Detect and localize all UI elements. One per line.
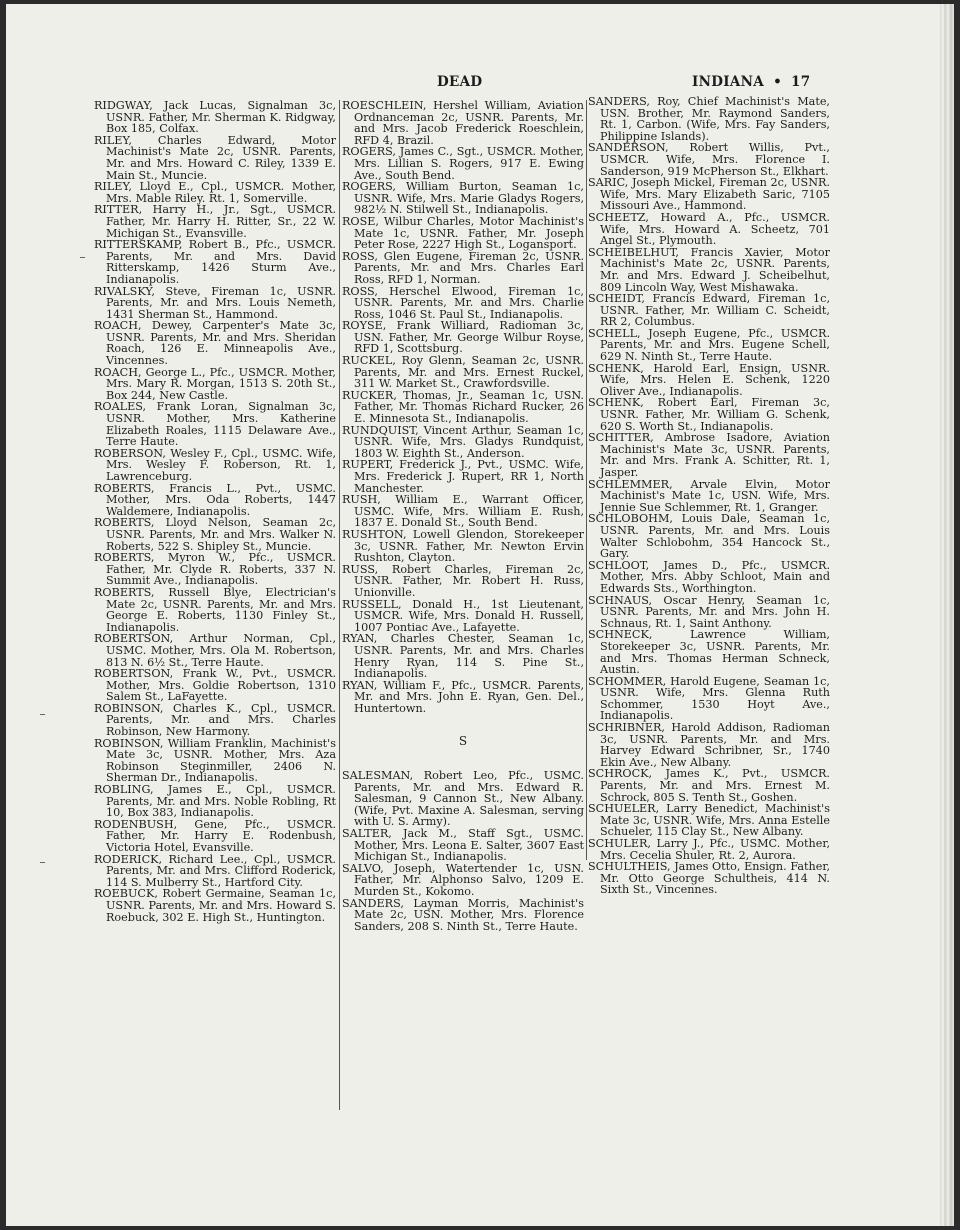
casualty-entry: ROSS, Herschel Elwood, Fireman 1c, USNR. Parents, Mr. and Mrs. Charlie Ross, 1046 St. Paul St., Indianapolis. xyxy=(342,284,584,321)
casualty-entry: ROBERTSON, Frank W., Pvt., USMCR. Mother, Mrs. Goldie Robertson, 1310 Salem St., LaFayette. xyxy=(94,667,336,704)
casualty-entry: RITTERSKAMP, Robert B., Pfc., USMCR. Parents, Mr. and Mrs. David Ritterskamp, 1426 Sturm Ave., Indianapolis. xyxy=(94,238,336,286)
column-rule xyxy=(586,100,587,860)
document-page xyxy=(6,4,940,1226)
casualty-entry: RUNDQUIST, Vincent Arthur, Seaman 1c, USNR. Wife, Mrs. Gladys Rundquist, 1803 W. Eighth St., Anderson. xyxy=(342,423,584,460)
casualty-entry: RUCKEL, Roy Glenn, Seaman 2c, USNR. Parents, Mr. and Mrs. Ernest Ruckel, 311 W. Market St., Crawfordsville. xyxy=(342,354,584,391)
casualty-entry: SCHITTER, Ambrose Isadore, Aviation Machinist's Mate 3c, USNR. Parents, Mr. and Mrs. Frank A. Schitter, Rt. 1, Jasper. xyxy=(588,431,830,479)
casualty-entry: RITTER, Harry H., Jr., Sgt., USMCR. Father, Mr. Harry H. Ritter, Sr., 22 W. Michigan St., Evansville. xyxy=(94,203,336,240)
casualty-entry: SCHELL, Joseph Eugene, Pfc., USMCR. Parents, Mr. and Mrs. Eugene Schell, 629 N. Ninth St., Terre Haute. xyxy=(588,326,830,364)
casualty-entry: ROESCHLEIN, Hershel William, Aviation Ordnanceman 2c, USNR. Parents, Mr. and Mrs. Jacob Frederick Roeschlein, RFD 4, Brazil. xyxy=(342,99,584,147)
casualty-entry: RILEY, Lloyd E., Cpl., USMCR. Mother, Mrs. Mable Riley. Rt. 1, Somerville. xyxy=(94,180,336,205)
page-header-right xyxy=(692,74,810,90)
casualty-entry: SANDERS, Layman Morris, Machinist's Mate 2c, USN. Mother, Mrs. Florence Sanders, 208 S. Ninth St., Terre Haute. xyxy=(342,896,584,933)
casualty-entry: ROACH, George L., Pfc., USMCR. Mother, Mrs. Mary R. Morgan, 1513 S. 20th St., Box 244, New Castle. xyxy=(94,365,336,402)
casualty-entry: SCHLEMMER, Arvale Elvin, Motor Machinist's Mate 1c, USN. Wife, Mrs. Jennie Sue Schlemmer, Rt. 1, Granger. xyxy=(588,477,830,514)
casualty-entry: RUSSELL, Donald H., 1st Lieutenant, USMCR. Wife, Mrs. Donald H. Russell, 1007 Pontiac Ave., Lafayette. xyxy=(342,597,584,634)
casualty-entry: SCHULTHEIS, James Otto, Ensign. Father, Mr. Otto George Schultheis, 414 N. Sixth St., Vincennes. xyxy=(588,860,830,897)
margin-mark xyxy=(80,257,85,258)
casualty-entry: ROYSE, Frank Williard, Radioman 3c, USN. Father, Mr. George Wilbur Royse, RFD 1, Scottsburg. xyxy=(342,319,584,356)
casualty-entry: RUCKER, Thomas, Jr., Seaman 1c, USN. Father, Mr. Thomas Richard Rucker, 26 E. Minnesota St., Indianapolis. xyxy=(342,388,584,426)
margin-mark xyxy=(40,714,45,715)
casualty-entry: RUSH, William E., Warrant Officer, USMC. Wife, Mrs. William E. Rush, 1837 E. Donald St., South Bend. xyxy=(342,493,584,530)
casualty-entry: RYAN, Charles Chester, Seaman 1c, USNR. Parents, Mr. and Mrs. Charles Henry Ryan, 114 S. Pine St., Indianapolis. xyxy=(342,632,584,681)
casualty-entry: ROBINSON, William Franklin, Machinist's Mate 3c, USNR. Mother, Mrs. Aza Robinson Steginmiller, 2406 N. Sherman Dr., Indianapolis. xyxy=(94,736,336,785)
casualty-entry: SCHULER, Larry J., Pfc., USMC. Mother, Mrs. Cecelia Shuler, Rt. 2, Aurora. xyxy=(588,837,830,862)
casualty-entry: ROBINSON, Charles K., Cpl., USMCR. Parents, Mr. and Mrs. Charles Robinson, New Harmony. xyxy=(94,701,336,739)
casualty-entry: SCHOMMER, Harold Eugene, Seaman 1c, USNR. Wife, Mrs. Glenna Ruth Schommer, 1530 Hoyt Ave., Indianapolis. xyxy=(588,674,830,723)
casualty-entry: ROBERSON, Wesley F., Cpl., USMC. Wife, Mrs. Wesley F. Roberson, Rt. 1, Lawrenceburg. xyxy=(94,446,336,483)
casualty-entry: RYAN, William F., Pfc., USMCR. Parents, Mr. and Mrs. John E. Ryan, Gen. Del., Huntertown. xyxy=(342,678,584,715)
casualty-entry: SARIC, Joseph Mickel, Fireman 2c, USNR. Wife, Mrs. Mary Elizabeth Saric, 7105 Missouri Ave., Hammond. xyxy=(588,176,830,213)
casualty-entry: RODERICK, Richard Lee., Cpl., USMCR. Parents, Mr. and Mrs. Clifford Roderick, 114 S. Mulberry St., Hartford City. xyxy=(94,852,336,889)
casualty-entry: SCHLOBOHM, Louis Dale, Seaman 1c, USNR. Parents, Mr. and Mrs. Louis Walter Schlobohm, 354 Hancock St., Gary. xyxy=(588,512,830,561)
casualty-entry: RUSS, Robert Charles, Fireman 2c, USNR. Father, Mr. Robert H. Russ, Unionville. xyxy=(342,562,584,599)
casualty-entry: ROACH, Dewey, Carpenter's Mate 3c, USNR. Parents, Mr. and Mrs. Sheridan Roach, 126 E. Minneapolis Ave., Vincennes. xyxy=(94,319,336,368)
casualty-entry: ROBERTS, Francis L., Pvt., USMC. Mother, Mrs. Oda Roberts, 1447 Waldemere, Indianapolis. xyxy=(94,481,336,518)
casualty-entry: RILEY, Charles Edward, Motor Machinist's Mate 2c, USNR. Parents, Mr. and Mrs. Howard C. Riley, 1339 E. Main St., Muncie. xyxy=(94,133,336,182)
bullet-separator: • xyxy=(773,74,783,90)
text-column-2 xyxy=(342,100,584,932)
casualty-entry: ROALES, Frank Loran, Signalman 3c, USNR. Mother, Mrs. Katherine Elizabeth Roales, 1115 Delaware Ave., Terre Haute. xyxy=(94,400,336,449)
casualty-entry: ROEBUCK, Robert Germaine, Seaman 1c, USNR. Parents, Mr. and Mrs. Howard S. Roebuck, 302 E. High St., Huntington. xyxy=(94,887,336,924)
casualty-entry: SCHROCK, James K., Pvt., USMCR. Parents, Mr. and Mrs. Ernest M. Schrock, 805 S. Tenth St., Goshen. xyxy=(588,767,830,804)
running-head xyxy=(6,74,940,94)
casualty-entry: SCHEIBELHUT, Francis Xavier, Motor Machinist's Mate 2c, USNR. Parents, Mr. and Mrs. Edward J. Scheibelhut, 809 Lincoln Way, West Mishawaka. xyxy=(588,245,830,294)
margin-mark xyxy=(40,862,45,863)
text-column-3 xyxy=(588,96,830,896)
casualty-entry: SCHEETZ, Howard A., Pfc., USMCR. Wife, Mrs. Howard A. Scheetz, 701 Angel St., Plymouth. xyxy=(588,210,830,248)
page-edge xyxy=(940,4,954,1226)
casualty-entry: SALESMAN, Robert Leo, Pfc., USMC. Parents, Mr. and Mrs. Edward R. Salesman, 9 Cannon St., New Albany. (Wife, Pvt. Maxine A. Salesman, serving with U. S. Army). xyxy=(342,769,584,829)
casualty-entry: RIVALSKY, Steve, Fireman 1c, USNR. Parents, Mr. and Mrs. Louis Nemeth, 1431 Sherman St., Hammond. xyxy=(94,284,336,321)
casualty-entry: SANDERSON, Robert Willis, Pvt., USMCR. Wife, Mrs. Florence I. Sanderson, 919 McPherson St., Elkhart. xyxy=(588,141,830,178)
casualty-entry: SANDERS, Roy, Chief Machinist's Mate, USN. Brother, Mr. Raymond Sanders, Rt. 1, Carbon. (Wife, Mrs. Fay Sanders, Philippine Islands). xyxy=(588,95,830,143)
page-number: 17 xyxy=(791,74,811,90)
state-name: INDIANA xyxy=(692,74,765,90)
casualty-entry: SCHENK, Robert Earl, Fireman 3c, USNR. Father, Mr. William G. Schenk, 620 S. Worth St., Indianapolis. xyxy=(588,396,830,433)
text-column-1 xyxy=(94,100,336,923)
casualty-entry: ROGERS, James C., Sgt., USMCR. Mother, Mrs. Lillian S. Rogers, 917 E. Ewing Ave., South Bend. xyxy=(342,145,584,182)
casualty-entry: ROSS, Glen Eugene, Fireman 2c, USNR. Parents, Mr. and Mrs. Charles Earl Ross, RFD 1, Norman. xyxy=(342,249,584,286)
casualty-entry: ROBLING, James E., Cpl., USMCR. Parents, Mr. and Mrs. Noble Robling, Rt 10, Box 383, Indianapolis. xyxy=(94,783,336,820)
casualty-entry: SALVO, Joseph, Watertender 1c, USN. Father, Mr. Alphonso Salvo, 1209 E. Murden St., Kokomo. xyxy=(342,861,584,898)
casualty-entry: SCHNECK, Lawrence William, Storekeeper 3c, USNR. Parents, Mr. and Mrs. Thomas Herman Schneck, Austin. xyxy=(588,628,830,677)
column-rule xyxy=(339,100,340,1110)
casualty-entry: SCHEIDT, Francis Edward, Fireman 1c, USNR. Father, Mr. William C. Scheidt, RR 2, Columbus. xyxy=(588,292,830,329)
casualty-entry: SCHENK, Harold Earl, Ensign, USNR. Wife, Mrs. Helen E. Schenk, 1220 Oliver Ave., Indianapolis. xyxy=(588,361,830,398)
casualty-entry: RODENBUSH, Gene, Pfc., USMCR. Father, Mr. Harry E. Rodenbush, Victoria Hotel, Evansville. xyxy=(94,817,336,854)
casualty-entry: SCHLOOT, James D., Pfc., USMCR. Mother, Mrs. Abby Schloot, Main and Edwards Sts., Worthington. xyxy=(588,558,830,595)
section-letter: S xyxy=(458,734,468,749)
casualty-entry: RUSHTON, Lowell Glendon, Storekeeper 3c, USNR. Father, Mr. Newton Ervin Rushton, Clayton. xyxy=(342,527,584,565)
casualty-entry: ROSE, Wilbur Charles, Motor Machinist's Mate 1c, USNR. Father, Mr. Joseph Peter Rose, 2227 High St., Logansport. xyxy=(342,214,584,252)
casualty-entry: ROBERTSON, Arthur Norman, Cpl., USMC. Mother, Mrs. Ola M. Robertson, 813 N. 6½ St., Terre Haute. xyxy=(94,632,336,669)
casualty-entry: SCHNAUS, Oscar Henry, Seaman 1c, USNR. Parents, Mr. and Mrs. John H. Schnaus, Rt. 1, Saint Anthony. xyxy=(588,593,830,630)
casualty-entry: ROBERTS, Lloyd Nelson, Seaman 2c, USNR. Parents, Mr. and Mrs. Walker N. Roberts, 522 S. Shipley St., Muncie. xyxy=(94,516,336,553)
casualty-entry: RIDGWAY, Jack Lucas, Signalman 3c, USNR. Father, Mr. Sherman K. Ridgway, Box 185, Colfax. xyxy=(94,99,336,136)
section-title: DEAD xyxy=(437,74,483,90)
casualty-entry: ROGERS, William Burton, Seaman 1c, USNR. Wife, Mrs. Marie Gladys Rogers, 982½ N. Stilwell St., Indianapolis. xyxy=(342,180,584,217)
casualty-entry: RUPERT, Frederick J., Pvt., USMC. Wife, Mrs. Frederick J. Rupert, RR 1, North Manchester. xyxy=(342,458,584,495)
casualty-entry: SALTER, Jack M., Staff Sgt., USMC. Mother, Mrs. Leona E. Salter, 3607 East Michigan St., Indianapolis. xyxy=(342,827,584,864)
casualty-entry: ROBERTS, Russell Blye, Electrician's Mate 2c, USNR. Parents, Mr. and Mrs. George E. Roberts, 1130 Finley St., Indianapolis. xyxy=(94,585,336,634)
casualty-entry: ROBERTS, Myron W., Pfc., USMCR. Father, Mr. Clyde R. Roberts, 337 N. Summit Ave., Indianapolis. xyxy=(94,551,336,588)
casualty-entry: SCHRIBNER, Harold Addison, Radioman 3c, USNR. Parents, Mr. and Mrs. Harvey Edward Schribner, Sr., 1740 Ekin Ave., New Albany. xyxy=(588,721,830,769)
casualty-entry: SCHUELER, Larry Benedict, Machinist's Mate 3c, USNR. Wife, Mrs. Anna Estelle Schueler, 115 Clay St., New Albany. xyxy=(588,802,830,839)
